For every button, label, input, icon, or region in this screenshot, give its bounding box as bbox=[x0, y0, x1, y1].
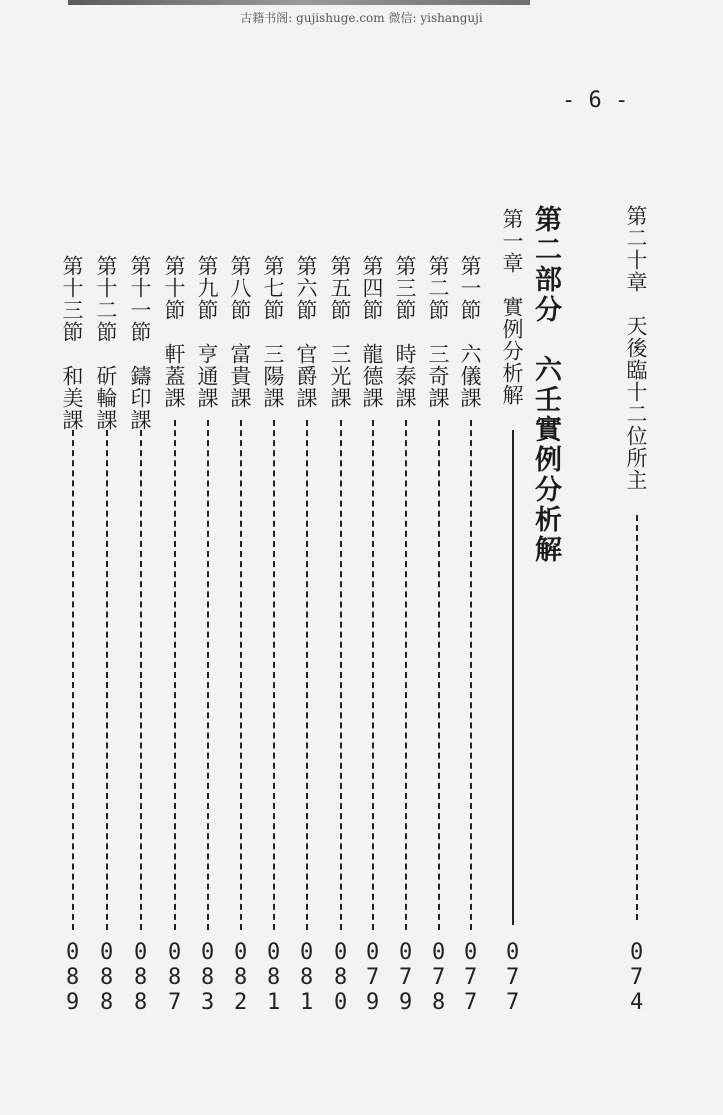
toc-page-s5: 080 bbox=[328, 940, 354, 1015]
watermark-text: 古籍书阁: gujishuge.com 微信: yishanguji bbox=[240, 11, 483, 25]
toc-page-ch20: 074 bbox=[624, 940, 650, 1015]
toc-leader-s2 bbox=[438, 420, 440, 930]
top-edge-strip bbox=[68, 0, 530, 5]
toc-page-s9: 083 bbox=[195, 940, 221, 1015]
toc-leader-s13 bbox=[72, 430, 74, 930]
toc-entry-s1: 第一節 六儀課 bbox=[458, 255, 482, 409]
toc-entry-s4: 第四節 龍德課 bbox=[360, 255, 384, 409]
toc-entry-s6: 第六節 官爵課 bbox=[294, 255, 318, 409]
toc-page-s11: 088 bbox=[128, 940, 154, 1015]
toc-entry-part2: 第二部分 六壬實例分析解 bbox=[530, 205, 561, 565]
toc-page-s8: 082 bbox=[228, 940, 254, 1015]
toc-leader-s7 bbox=[273, 420, 275, 930]
toc-page-ch1: 077 bbox=[500, 940, 526, 1015]
toc-leader-s10 bbox=[174, 420, 176, 930]
toc-leader-s6 bbox=[306, 420, 308, 930]
toc-page-s10: 087 bbox=[162, 940, 188, 1015]
toc-entry-s11: 第十一節 鑄印課 bbox=[128, 255, 152, 431]
toc-entry-s2: 第二節 三奇課 bbox=[426, 255, 450, 409]
toc-entry-s9: 第九節 亨通課 bbox=[195, 255, 219, 409]
toc-page-s1: 077 bbox=[458, 940, 484, 1015]
toc-page-s3: 079 bbox=[393, 940, 419, 1015]
toc-leader-s9 bbox=[207, 420, 209, 930]
toc-entry-s8: 第八節 富貴課 bbox=[228, 255, 252, 409]
toc-page-s13: 089 bbox=[60, 940, 86, 1015]
page-number: - 6 - bbox=[562, 88, 629, 113]
toc-leader-ch20 bbox=[636, 515, 638, 920]
toc-entry-s7: 第七節 三陽課 bbox=[261, 255, 285, 409]
toc-page-s4: 079 bbox=[360, 940, 386, 1015]
toc-leader-s4 bbox=[372, 420, 374, 930]
toc-entry-s5: 第五節 三光課 bbox=[328, 255, 352, 409]
toc-entry-s10: 第十節 軒蓋課 bbox=[162, 255, 186, 409]
toc-page-s7: 081 bbox=[261, 940, 287, 1015]
toc-leader-s8 bbox=[240, 420, 242, 930]
toc-entry-ch20: 第二十章 天後臨十二位所主 bbox=[624, 205, 648, 491]
toc-entry-s12: 第十二節 斫輪課 bbox=[94, 255, 118, 431]
toc-page-s2: 078 bbox=[426, 940, 452, 1015]
toc-leader-s1 bbox=[470, 420, 472, 930]
toc-page-s6: 081 bbox=[294, 940, 320, 1015]
toc-leader-ch1 bbox=[512, 430, 514, 925]
toc-entry-ch1: 第一章 實例分析解 bbox=[500, 208, 524, 406]
toc-leader-s12 bbox=[106, 430, 108, 930]
toc-leader-s5 bbox=[340, 420, 342, 930]
toc-leader-s3 bbox=[405, 420, 407, 930]
toc-entry-s3: 第三節 時泰課 bbox=[393, 255, 417, 409]
toc-entry-s13: 第十三節 和美課 bbox=[60, 255, 84, 431]
toc-leader-s11 bbox=[140, 430, 142, 930]
toc-page-s12: 088 bbox=[94, 940, 120, 1015]
